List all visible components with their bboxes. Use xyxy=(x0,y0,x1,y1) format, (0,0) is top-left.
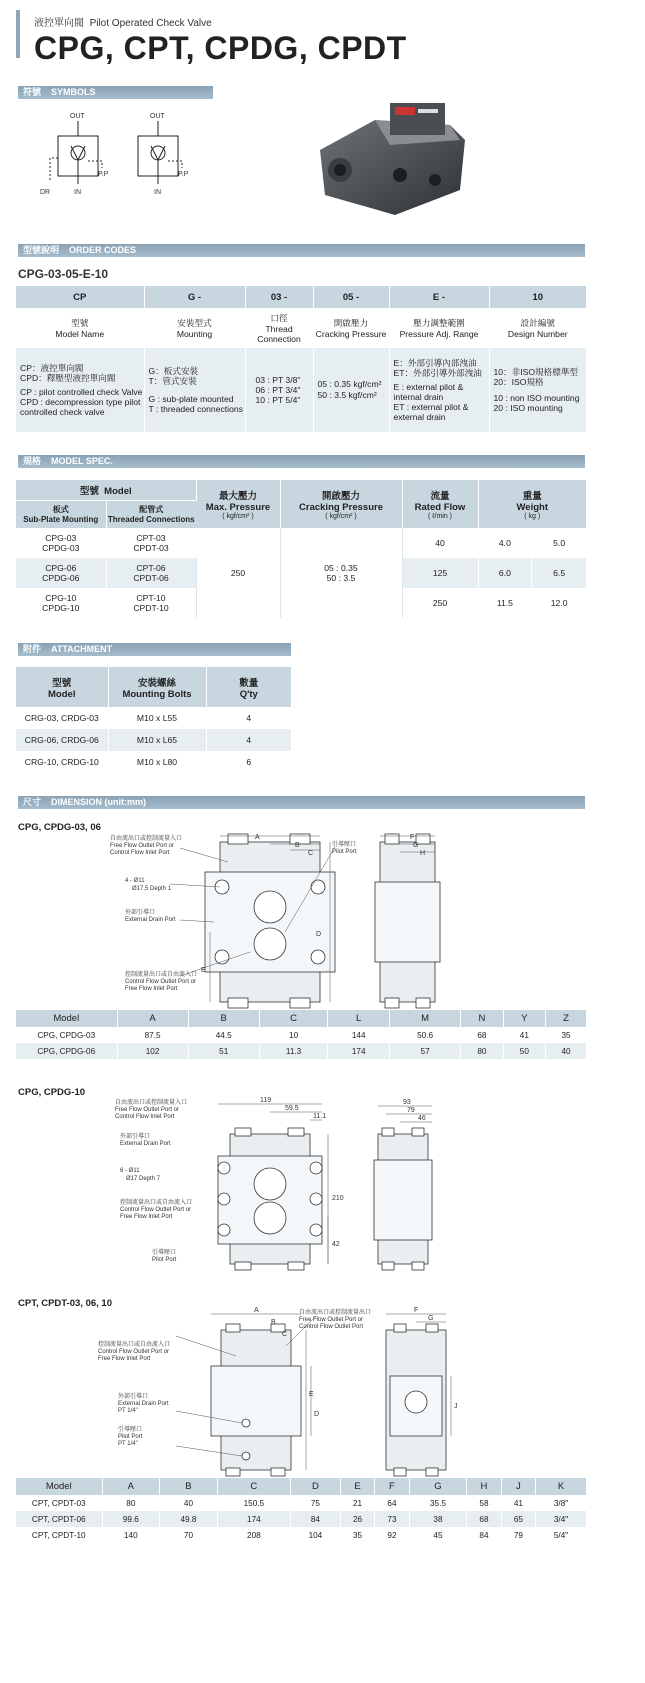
svg-text:C: C xyxy=(308,850,314,857)
svg-text:Free Flow Inlet Port: Free Flow Inlet Port xyxy=(120,1214,173,1220)
symbol-pp-label: P.P xyxy=(98,171,109,178)
svg-text:Control Flow Outlet Port or: Control Flow Outlet Port or xyxy=(125,979,197,985)
section-dimension: 尺寸 DIMENSION (unit:mm) xyxy=(18,796,585,809)
svg-text:Pilot Port: Pilot Port xyxy=(332,849,357,855)
dim3-table: Model A B C D E F G H J K CPT, CPDT-03 80 40 150.5 75 21 64 35.5 58 41 3/8" CPT, CPDT-06 99.6 49.8 174 84 26 73 38 68 65 3/4" CPT, CPDT-10 140 70 208 104 35 92 45 84 79 5/4" xyxy=(16,1478,586,1543)
svg-text:79: 79 xyxy=(407,1107,415,1114)
page-subtitle: 液控單向閥 Pilot Operated Check Valve xyxy=(34,18,212,29)
svg-text:Control Flow Outlet Port or: Control Flow Outlet Port or xyxy=(98,1349,170,1355)
svg-text:引導壓口: 引導壓口 xyxy=(118,1427,143,1433)
section-symbols: 符號 SYMBOLS xyxy=(18,86,213,99)
symbol-cpdg xyxy=(40,113,109,196)
svg-text:119: 119 xyxy=(260,1097,272,1104)
svg-text:11.1: 11.1 xyxy=(313,1113,327,1120)
section-order-codes: 型號說明 ORDER CODES xyxy=(18,244,585,257)
svg-text:PT 1/4": PT 1/4" xyxy=(118,1441,138,1447)
svg-text:外部引導口: 外部引導口 xyxy=(118,1394,149,1400)
svg-text:B: B xyxy=(295,842,300,849)
spec-model-head: 型號 Model xyxy=(16,480,196,500)
dim1-title: CPG, CPDG-03, 06 xyxy=(18,822,101,833)
dim1-drawing xyxy=(110,832,470,1010)
svg-text:E: E xyxy=(309,1391,314,1398)
svg-text:IN: IN xyxy=(154,189,161,196)
section-model-spec: 規格 MODEL SPEC. xyxy=(18,455,585,468)
svg-text:4 - Ø11: 4 - Ø11 xyxy=(125,878,145,884)
svg-text:控制流量出口或自由流入口: 控制流量出口或自由流入口 xyxy=(120,1200,193,1206)
dim2-drawing xyxy=(110,1096,450,1276)
svg-text:D: D xyxy=(316,931,322,938)
code-head-design: 10 xyxy=(489,286,586,308)
order-code-example: CPG-03-05-E-10 xyxy=(18,267,109,281)
svg-text:P.P: P.P xyxy=(178,171,189,178)
code-head-cracking: 05 - xyxy=(313,286,389,308)
code-head-size: 03 - xyxy=(245,286,313,308)
svg-text:Free Flow Inlet Port: Free Flow Inlet Port xyxy=(125,986,178,992)
svg-text:D: D xyxy=(314,1411,320,1418)
symbol-dr-label: DR xyxy=(40,189,51,196)
svg-text:External Drain Port: External Drain Port xyxy=(125,917,176,923)
svg-text:External Drain Port: External Drain Port xyxy=(118,1401,169,1407)
svg-text:210: 210 xyxy=(332,1195,344,1202)
svg-text:PT 1/4": PT 1/4" xyxy=(118,1408,138,1414)
title-accent-bar xyxy=(16,10,20,58)
svg-text:控制流量出口或自由流入口: 控制流量出口或自由流入口 xyxy=(98,1342,171,1348)
valve-product-photo xyxy=(300,95,480,225)
svg-text:E: E xyxy=(201,967,206,974)
svg-text:引導壓口: 引導壓口 xyxy=(332,842,357,848)
svg-text:Control Flow Outlet Port: Control Flow Outlet Port xyxy=(299,1324,364,1330)
svg-text:引導壓口: 引導壓口 xyxy=(152,1250,177,1256)
svg-text:自由流出口或控制流量出口: 自由流出口或控制流量出口 xyxy=(299,1310,372,1316)
svg-text:Control Flow Outlet Port or: Control Flow Outlet Port or xyxy=(120,1207,192,1213)
svg-text:Free Flow Outlet Port or: Free Flow Outlet Port or xyxy=(110,843,175,849)
svg-text:自由流出口或控制流量入口: 自由流出口或控制流量入口 xyxy=(110,836,183,842)
attachment-table: 型號 Model 安裝螺絲 Mounting Bolts 數量 Q'ty CRG-03, CRDG-03 M10 x L55 4 CRG-06, CRDG-06 M10 x L65 4 CRG-10, CRDG-10 M10 x L80 6 xyxy=(16,667,291,773)
section-attachment: 附件 ATTACHMENT xyxy=(18,643,291,656)
symbol-cpg xyxy=(138,113,189,196)
svg-text:Free Flow Outlet Port or: Free Flow Outlet Port or xyxy=(299,1317,364,1323)
svg-text:F: F xyxy=(414,1307,419,1314)
svg-text:A: A xyxy=(255,834,260,841)
code-head-mounting: G - xyxy=(144,286,245,308)
symbol-in-label: IN xyxy=(74,189,81,196)
code-head-cp: CP xyxy=(16,286,144,308)
symbol-out-label: OUT xyxy=(70,113,85,120)
hydraulic-symbols xyxy=(18,106,218,196)
svg-text:Ø17.5 Depth 1: Ø17.5 Depth 1 xyxy=(132,886,172,892)
dim3-drawing xyxy=(96,1306,476,1478)
dim2-title: CPG, CPDG-10 xyxy=(18,1087,86,1098)
svg-text:G: G xyxy=(413,842,419,849)
svg-text:6 - Ø11: 6 - Ø11 xyxy=(120,1168,140,1174)
svg-text:59.5: 59.5 xyxy=(285,1105,299,1112)
code-head-pressure: E - xyxy=(389,286,489,308)
svg-text:Pilot Port: Pilot Port xyxy=(152,1257,177,1263)
svg-text:Free Flow Outlet Port or: Free Flow Outlet Port or xyxy=(115,1107,180,1113)
svg-text:External Drain Port: External Drain Port xyxy=(120,1141,171,1147)
page-title: CPG, CPT, CPDG, CPDT xyxy=(34,30,407,66)
model-spec-table: 型號 Model 最大壓力 Max. Pressure ( kgf/cm² ) 開啟壓力 Cracking Pressure ( kgf/cm² ) 流量 Rated Flow ( ℓ/min ) 重量 Weight ( kg ) 板式 Sub-Plate Mounting 配管式 Threaded Connections CPG-03 CPDG-03 CPT-03 CPDT-03 250 05 : 0.35 50 : 3.5 40 4.0 5.0 CPG-06 CPDG-06 CPT-06 CPDT-06 125 6.0 6.5 CPG-10 CPDG-10 CPT-10 CPDT-10 250 11.5 12.0 xyxy=(16,480,586,618)
svg-text:控制流量出口或自由流入口: 控制流量出口或自由流入口 xyxy=(125,972,198,978)
svg-text:C: C xyxy=(282,1331,288,1338)
svg-text:93: 93 xyxy=(403,1099,411,1106)
svg-text:J: J xyxy=(454,1403,458,1410)
svg-text:A: A xyxy=(254,1307,259,1314)
svg-text:46: 46 xyxy=(418,1115,426,1122)
svg-text:F: F xyxy=(410,834,415,841)
dim3-title: CPT, CPDT-03, 06, 10 xyxy=(18,1298,112,1309)
svg-text:OUT: OUT xyxy=(150,113,165,120)
dim1-table: Model A B C L M N Y Z CPG, CPDG-03 87.5 44.5 10 144 50.6 68 41 35 CPG, CPDG-06 102 51 11.3 174 57 80 50 40 xyxy=(16,1010,586,1059)
order-code-table: CP G - 03 - 05 - E - 10 型號 Model Name 安裝型式 Mounting 口徑 Thread Connection 開啟壓力 Cracking Pressure 壓力調整範圍 Pressure Adj. Range 設計編號 Design Number CP：液控單向閥 CPD：釋壓型液控單向閥 CP : pilot controlled check Valve CPD : decompression type pilot controlled check valve G：板式安裝 T：管式安裝 G : sub-plate mounted T : threaded connections 03 : PT 3/8" 06 : PT 3/4" 10 : PT 5/4" 05 : 0.35 kgf/cm² 50 : 3.5 kgf/cm² E：外部引導內部洩油 ET：外部引導外部洩油 E : external pilot & internal drain ET : external pilot & external drain 10：非ISO規格標準型 20：ISO規格 10 : non ISO mounting 20 : ISO mounting xyxy=(16,286,586,432)
svg-text:Pilot Port: Pilot Port xyxy=(118,1434,143,1440)
svg-text:Free Flow Inlet Port: Free Flow Inlet Port xyxy=(98,1356,151,1362)
svg-text:B: B xyxy=(271,1319,276,1326)
svg-text:Ø17 Depth 7: Ø17 Depth 7 xyxy=(126,1176,161,1182)
svg-text:G: G xyxy=(428,1315,434,1322)
svg-text:42: 42 xyxy=(332,1241,340,1248)
svg-text:Control Flow Inlet Port: Control Flow Inlet Port xyxy=(115,1114,175,1120)
svg-text:外部引導口: 外部引導口 xyxy=(120,1134,151,1140)
svg-text:H: H xyxy=(420,850,426,857)
svg-text:Control Flow Inlet Port: Control Flow Inlet Port xyxy=(110,850,170,856)
svg-text:外部引導口: 外部引導口 xyxy=(125,910,156,916)
svg-text:自由流出口或控制流量入口: 自由流出口或控制流量入口 xyxy=(115,1100,188,1106)
